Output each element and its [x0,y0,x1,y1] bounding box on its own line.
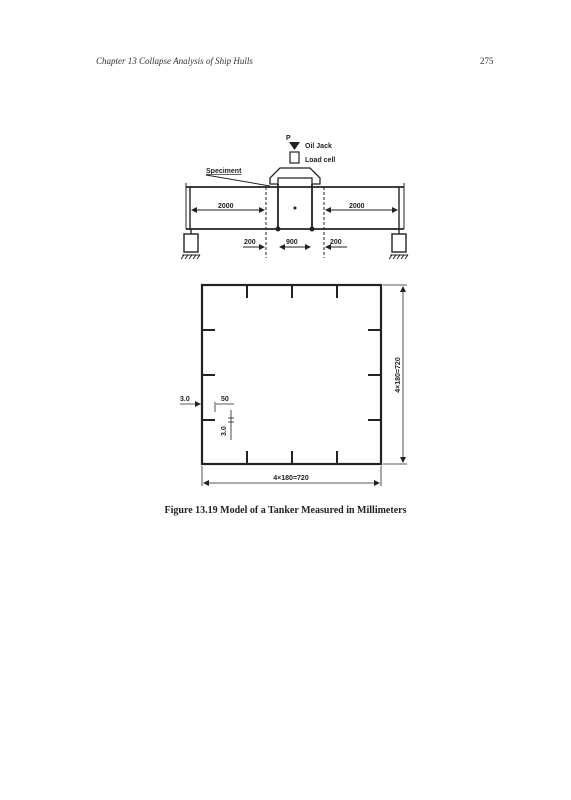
plate-thickness-label: 3.0 [180,396,190,403]
stiffener-thickness-label: 3.0 [221,426,228,436]
load-arrow-icon [289,142,300,150]
cross-section-diagram [180,285,407,486]
height-dimension-label: 4×180=720 [395,357,402,393]
dim-right-span: 2000 [349,203,365,210]
loading-crosshead [270,168,320,184]
width-dimension-label: 4×180=720 [273,475,309,482]
figure-caption: Figure 13.19 Model of a Tanker Measured in Millimeters [164,505,407,516]
stiffener-height-label: 50 [221,396,229,403]
load-cell-box [290,152,299,163]
load-symbol: P [286,135,291,142]
section-outline [202,285,381,464]
dim-left-offset: 200 [244,239,256,246]
dim-right-offset: 200 [330,239,342,246]
right-support [389,229,408,259]
dim-left-span: 2000 [218,203,234,210]
load-cell-label: Load cell [305,157,336,164]
left-support [181,229,200,259]
oil-jack-label: Oil Jack [305,143,332,150]
dim-center: 900 [286,239,298,246]
running-head: Chapter 13 Collapse Analysis of Ship Hulls [96,56,253,66]
page-number: 275 [480,56,494,66]
specimen-label: Speciment [206,168,242,175]
